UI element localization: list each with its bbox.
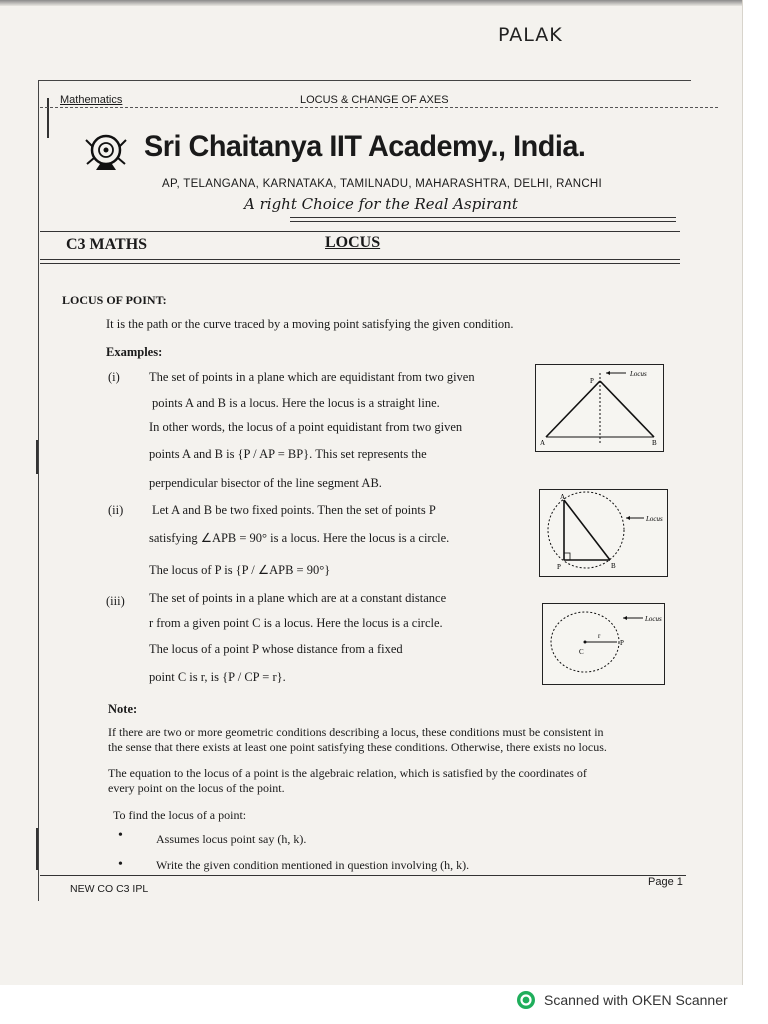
example-number: (iii) (106, 594, 125, 608)
figure-label: C (579, 648, 584, 656)
subject-label: Mathematics (60, 94, 123, 106)
example-line: perpendicular bisector of the line segment AB. (149, 476, 382, 490)
bullet-icon: • (118, 828, 123, 843)
example-line: points A and B is {P / AP = BP}. This set represents the (149, 447, 427, 461)
scan-mark (36, 440, 38, 474)
figure-constant-distance-circle (542, 603, 665, 685)
example-line: satisfying ∠APB = 90° is a locus. Here the locus is a circle. (149, 531, 450, 545)
figure-label: Locus (646, 515, 663, 523)
example-number: (ii) (108, 503, 124, 517)
scanner-label: Scanned with OKEN Scanner (544, 992, 728, 1008)
example-line: The set of points in a plane which are at a constant distance (149, 591, 447, 605)
figure-label: A (540, 439, 546, 447)
example-line: point C is r, is {P / CP = r}. (149, 670, 286, 684)
example-line: r from a given point C is a locus. Here the locus is a circle. (149, 616, 443, 630)
figure-label: B (611, 562, 616, 570)
topic-label: LOCUS & CHANGE OF AXES (300, 94, 449, 106)
figure-label: P (590, 377, 594, 385)
page-number: Page 1 (648, 876, 683, 888)
examples-label: Examples: (106, 345, 163, 359)
scan-edge (0, 0, 742, 6)
step-item: Write the given condition mentioned in question involving (h, k). (156, 858, 470, 872)
handwritten-name: PALAK (498, 24, 563, 46)
tagline: A right Choice for the Real Aspirant (244, 195, 518, 213)
figure-perpendicular-bisector (535, 364, 664, 452)
header-rule (40, 107, 718, 108)
academy-logo (82, 128, 130, 176)
tagline-rule (290, 221, 676, 222)
definition: It is the path or the curve traced by a moving point satisfying the given condition. (106, 317, 514, 331)
figure-label: A (560, 493, 566, 501)
figure-right-angle-circle (539, 489, 668, 577)
example-line: The locus of a point P whose distance from a fixed (149, 642, 403, 656)
academy-name: Sri Chaitanya IIT Academy., India. (144, 130, 586, 163)
note-line: The equation to the locus of a point is the algebraic relation, which is satisfied by the coordinates of (108, 766, 587, 780)
locus-heading: LOCUS OF POINT: (62, 293, 167, 307)
footer-code: NEW CO C3 IPL (70, 883, 149, 895)
scan-mark (47, 98, 49, 138)
example-line: The set of points in a plane which are equidistant from two given (149, 370, 475, 384)
example-line: The locus of P is {P / ∠APB = 90°} (149, 563, 331, 577)
section-rule-top (40, 231, 680, 232)
example-line: points A and B is a locus. Here the locus is a straight line. (152, 396, 440, 410)
note-line: the sense that there exists at least one point satisfying these conditions. Otherwise, there exists no locus. (108, 740, 607, 754)
example-line: Let A and B be two fixed points. Then the set of points P (152, 503, 436, 517)
figure-label: Locus (645, 615, 662, 623)
figure-label: r (598, 632, 601, 640)
section-rule-bottom (40, 263, 680, 264)
section-rule-bottom (40, 259, 680, 260)
note-line: If there are two or more geometric conditions describing a locus, these conditions must be consistent in (108, 725, 604, 739)
example-number: (i) (108, 370, 120, 384)
bullet-icon: • (118, 857, 123, 872)
step-item: Assumes locus point say (h, k). (156, 832, 307, 846)
section-title: LOCUS (325, 234, 381, 251)
scanner-logo-icon (516, 990, 536, 1010)
note-label: Note: (108, 702, 138, 716)
course-label: C3 MATHS (66, 236, 148, 253)
scanner-watermark (516, 990, 728, 1010)
note-line: every point on the locus of the point. (108, 781, 285, 795)
scan-mark (36, 828, 38, 870)
figure-label: P (557, 563, 561, 571)
figure-label: Locus (630, 370, 647, 378)
tagline-rule (290, 217, 676, 218)
figure-label: P (620, 639, 624, 647)
footer-rule (40, 875, 686, 876)
steps-label: To find the locus of a point: (113, 808, 247, 822)
example-line: In other words, the locus of a point equidistant from two given (149, 420, 463, 434)
states-list: AP, TELANGANA, KARNATAKA, TAMILNADU, MAHARASHTRA, DELHI, RANCHI (162, 178, 603, 190)
figure-label: B (652, 439, 657, 447)
